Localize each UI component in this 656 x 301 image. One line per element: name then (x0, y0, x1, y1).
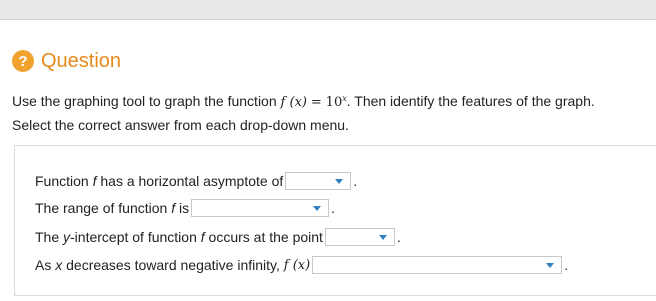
question-title: Question (41, 49, 122, 72)
question-limit: As x decreases toward negative infinity, f (x) . (35, 257, 569, 273)
chevron-down-icon (335, 179, 343, 184)
question-header (12, 49, 121, 73)
chevron-down-icon (379, 235, 387, 240)
function-expression: 10$^x$ (325, 94, 347, 110)
instruction-text: Use the graphing tool to graph the function (12, 93, 277, 109)
instruction-line-1 (12, 87, 595, 114)
asymptote-dropdown[interactable] (285, 172, 351, 190)
range-dropdown[interactable] (191, 199, 329, 217)
instruction-line-2: Select the correct answer from each drop-down menu. (12, 117, 349, 133)
chevron-down-icon (313, 206, 321, 211)
chevron-down-icon (546, 263, 554, 268)
intercept-dropdown[interactable] (325, 228, 395, 246)
help-icon: ? (12, 50, 34, 72)
function-notation: f (x) (280, 95, 307, 110)
question-range: The range of function f is . (35, 200, 335, 216)
question-asymptote: Function f has a horizontal asymptote of . (35, 173, 358, 189)
instruction-tail: . Then identify the features of the graph. (346, 93, 595, 109)
question-intercept: The y -intercept of function f occurs at the point . (35, 229, 401, 245)
answer-panel (14, 145, 656, 296)
equals-sign: = (310, 95, 322, 110)
instructions (12, 87, 595, 137)
top-bar (0, 0, 656, 20)
limit-dropdown[interactable] (312, 256, 562, 274)
